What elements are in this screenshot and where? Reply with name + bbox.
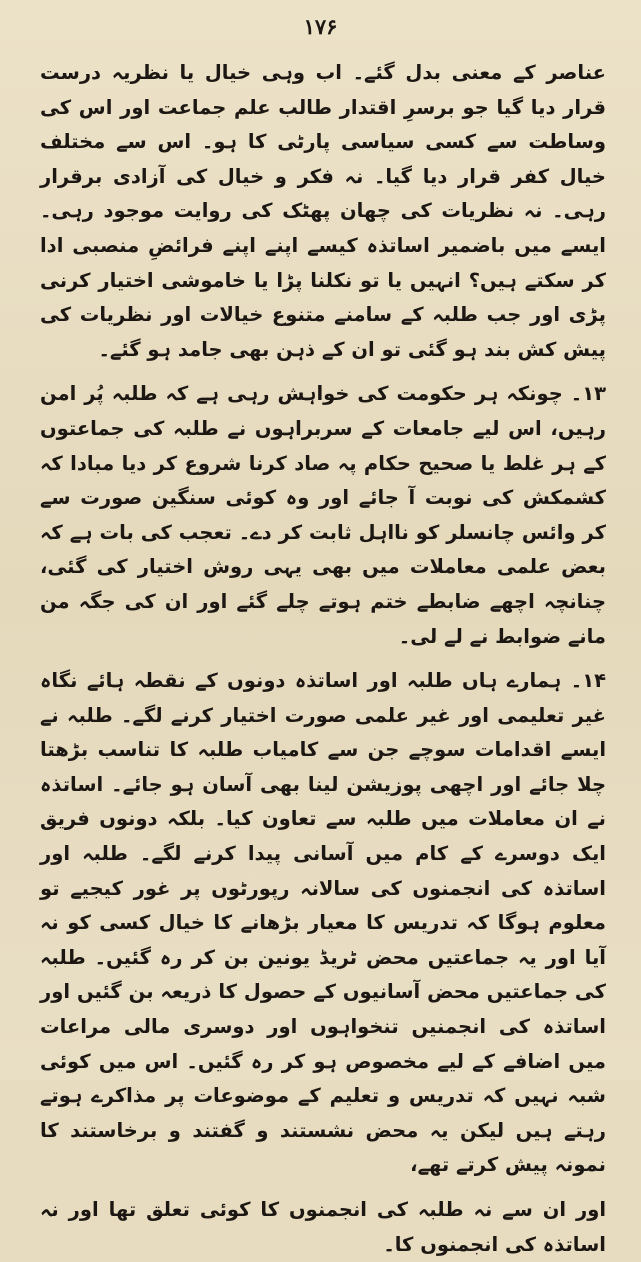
paragraph-1: عناصر کے معنی بدل گئے۔ اب وہی خیال یا نظریہ درست قرار دیا گیا جو برسرِ اقتدار طالب علم جماعت اور اس کی وساطت سے کسی سیاسی پارٹی کا ہو۔ اس سے مختلف خیال کفر قرار دیا گیا۔ نہ فکر و خیال کی آزادی برقرار رہی۔ نہ نظریات کی چھان پھٹک کی روایت موجود رہی۔ ایسے میں باضمیر اساتذہ کیسے اپنے اپنے فرائضِ منصبی ادا کر سکتے ہیں؟ انہیں یا تو نکلنا پڑا یا خاموشی اختیار کرنی پڑی اور جب طلبہ کے سامنے متنوع خیالات اور نظریات کی پیش کش بند ہو گئی تو ان کے ذہن بھی جامد ہو گئے۔	[40, 61, 606, 361]
paragraph-3: ۱۴۔ ہمارے ہاں طلبہ اور اساتذہ دونوں کے نقطہ ہائے نگاہ غیر تعلیمی اور غیر علمی صورت اختیار کرنے لگے۔ طلبہ نے ایسے اقدامات سوچے جن سے کامیاب طلبہ کا تناسب بڑھتا چلا جائے اور اچھی پوزیشن لینا بھی آسان ہو جائے۔ اساتذہ نے ان معاملات میں طلبہ سے تعاون کیا۔ بلکہ دونوں فریق ایک دوسرے کے کام میں آسانی پیدا کرنے لگے۔ طلبہ اور اساتذہ کی انجمنوں کی سالانہ رپورٹوں پر غور کیجیے تو معلوم ہوگا کہ تدریس کا معیار بڑھانے کا خیال کسی کو نہ آیا اور یہ جماعتیں محض ٹریڈ یونین بن کر رہ گئیں۔ طلبہ کی جماعتیں محض آسانیوں کے حصول کا ذریعہ بن گئیں اور اساتذہ کی انجمنیں تنخواہوں اور دوسری مالی مراعات میں اضافے کے لیے مخصوص ہو کر رہ گئیں۔ اس میں کوئی شبہ نہیں کہ تدریس و تعلیم کے موضوعات پر مذاکرے ہوتے رہتے ہیں لیکن یہ محض نشستند و گفتند و برخاستند کا نمونہ پیش کرتے تھے،	[40, 669, 606, 1177]
page-body	[40, 56, 606, 1262]
paragraph-2: ۱۳۔ چونکہ ہر حکومت کی خواہش رہی ہے کہ طلبہ پُر امن رہیں، اس لیے جامعات کے سربراہوں نے طلبہ کی جماعتوں کے ہر غلط یا صحیح حکام پہ صاد کرنا شروع کر دیا مبادا کہ کشمکش کی نوبت آ جائے اور وہ کوئی سنگین صورت سے کر وائس چانسلر کو نااہل ثابت کر دے۔ تعجب کی بات ہے کہ بعض علمی معاملات میں بھی یہی روش اختیار کی گئی، چنانچہ اچھے ضابطے ختم ہوتے چلے گئے اور ان کی جگہ من مانے ضوابط نے لے لی۔	[40, 382, 606, 648]
paragraph-4: اور ان سے نہ طلبہ کی انجمنوں کا کوئی تعلق تھا اور نہ اساتذہ کی انجمنوں کا۔	[40, 1198, 606, 1256]
page-number: ۱۷۶	[303, 14, 338, 39]
